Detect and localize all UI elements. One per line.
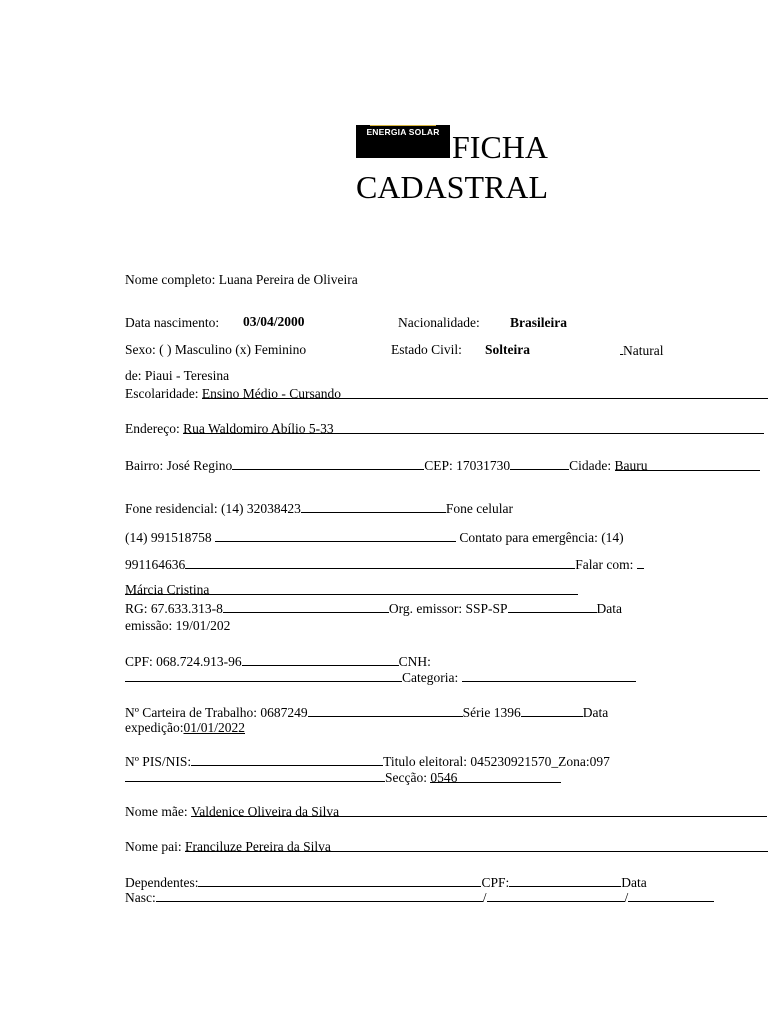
rg-row <box>125 600 622 617</box>
category-row <box>125 669 636 686</box>
work-card-blank <box>308 704 463 717</box>
education-label: Escolaridade: <box>125 386 199 401</box>
cell-phone-label: Fone celular <box>445 501 513 516</box>
issuer: Org. emissor: SSP-SP <box>388 601 508 616</box>
marital-status-value: Solteira <box>485 342 530 357</box>
address-value: Rua Waldomiro Abílio 5-33 <box>183 421 334 436</box>
logo-accent-line <box>370 125 436 126</box>
rg-blank <box>223 600 389 613</box>
cell-phone-row <box>125 529 624 546</box>
expedition-label: expedição: <box>125 720 184 735</box>
talk-to-row <box>125 582 578 598</box>
emergency-row <box>125 556 644 573</box>
slash-2: / <box>624 890 629 905</box>
pis: Nº PIS/NIS: <box>125 754 192 769</box>
voter-blank <box>125 769 385 782</box>
expedition-value: 01/01/2022 <box>183 720 245 735</box>
slash-1: / <box>482 890 487 905</box>
birth-label: Nasc: <box>125 890 156 905</box>
expedition-row <box>125 720 245 736</box>
cpf-row <box>125 653 431 670</box>
talk-to-label: Falar com: <box>575 557 634 572</box>
category-blank <box>462 669 636 682</box>
mother-label: Nome mãe: <box>125 804 188 819</box>
dependents-blank <box>198 874 481 887</box>
address-line <box>183 421 764 434</box>
section-value: 0546 <box>430 770 458 785</box>
natural-label-text: Natural <box>623 343 664 358</box>
education-field <box>125 386 768 402</box>
city-label: Cidade: <box>569 458 612 473</box>
birth-date-value: 03/04/2000 <box>243 314 305 329</box>
zip-code: CEP: 17031730 <box>424 458 511 473</box>
mother-value: Valdenice Oliveira da Silva <box>190 804 340 819</box>
natural-value: de: Piaui - Teresina <box>125 368 230 383</box>
birth-blank-2 <box>487 889 625 902</box>
rg: RG: 67.633.313-8 <box>125 601 223 616</box>
dependents-label: Dependentes: <box>125 875 199 890</box>
issue-date-label: Data <box>596 601 623 616</box>
dependent-cpf-blank <box>509 874 621 887</box>
father-line <box>185 839 768 852</box>
expedition-date-label: Data <box>582 705 609 720</box>
birth-blank-1 <box>156 889 483 902</box>
dependent-date-label: Data <box>621 875 647 890</box>
sex-field: Sexo: ( ) Masculino (x) Feminino <box>125 342 307 357</box>
mother-field <box>125 804 767 820</box>
issuer-blank <box>508 600 597 613</box>
emergency-number: 991164636 <box>125 557 186 572</box>
title-line2: CADASTRAL <box>356 169 549 205</box>
home-phone: Fone residencial: (14) 32038423 <box>125 501 301 516</box>
address-field <box>125 421 764 437</box>
address-label: Endereço: <box>125 421 180 436</box>
father-label: Nome pai: <box>125 839 182 854</box>
series: Série 1396 <box>462 705 521 720</box>
cnh-blank <box>125 669 402 682</box>
city-line <box>615 458 760 471</box>
section-row <box>125 769 561 786</box>
neighborhood-row <box>125 457 760 474</box>
category-label: Categoria: <box>402 670 459 685</box>
series-blank <box>521 704 583 717</box>
father-field <box>125 839 768 855</box>
title-line1: FICHA <box>452 129 549 165</box>
cnh: CNH: <box>398 654 431 669</box>
pis-row <box>125 753 610 770</box>
birth-row <box>125 889 714 906</box>
talk-to-line <box>125 582 578 595</box>
emergency-blank <box>185 556 575 569</box>
education-line <box>202 386 768 399</box>
logo-text: ENERGIA SOLAR <box>366 127 440 137</box>
birth-blank-3 <box>628 889 714 902</box>
pis-blank <box>191 753 383 766</box>
company-logo <box>356 125 450 158</box>
section-label: Secção: <box>385 770 427 785</box>
home-phone-blank <box>301 500 446 513</box>
marital-status-label: Estado Civil: <box>391 342 462 357</box>
city-value: Bauru <box>614 458 648 473</box>
birth-date-label: Data nascimento: <box>125 315 220 330</box>
education-value: Ensino Médio - Cursando <box>201 386 341 401</box>
dependent-cpf-label: CPF: <box>481 875 510 890</box>
cell-phone-blank <box>215 529 456 542</box>
neighborhood: Bairro: José Regino <box>125 458 233 473</box>
nationality-value: Brasileira <box>510 315 567 330</box>
cpf-blank <box>242 653 399 666</box>
section-line <box>430 770 561 783</box>
neighborhood-blank <box>232 457 424 470</box>
full-name: Nome completo: Luana Pereira de Oliveira <box>125 272 358 287</box>
father-value: Franciluze Pereira da Silva <box>185 839 331 854</box>
issue-date: emissão: 19/01/202 <box>125 618 231 633</box>
talk-to-blank <box>637 556 644 569</box>
emergency-contact: Contato para emergência: (14) <box>459 530 624 545</box>
talk-to-value: Márcia Cristina <box>125 582 210 597</box>
home-phone-row <box>125 500 513 517</box>
cell-phone-value: (14) 991518758 <box>125 530 212 545</box>
zip-blank <box>510 457 569 470</box>
natural-label <box>620 342 663 359</box>
voter-id: Titulo eleitoral: 045230921570_Zona:097 <box>383 754 610 769</box>
cpf: CPF: 068.724.913-96 <box>125 654 242 669</box>
mother-line <box>191 804 767 817</box>
work-card-row <box>125 704 608 721</box>
nationality-label: Nacionalidade: <box>398 315 480 330</box>
work-card: Nº Carteira de Trabalho: 0687249 <box>125 705 308 720</box>
